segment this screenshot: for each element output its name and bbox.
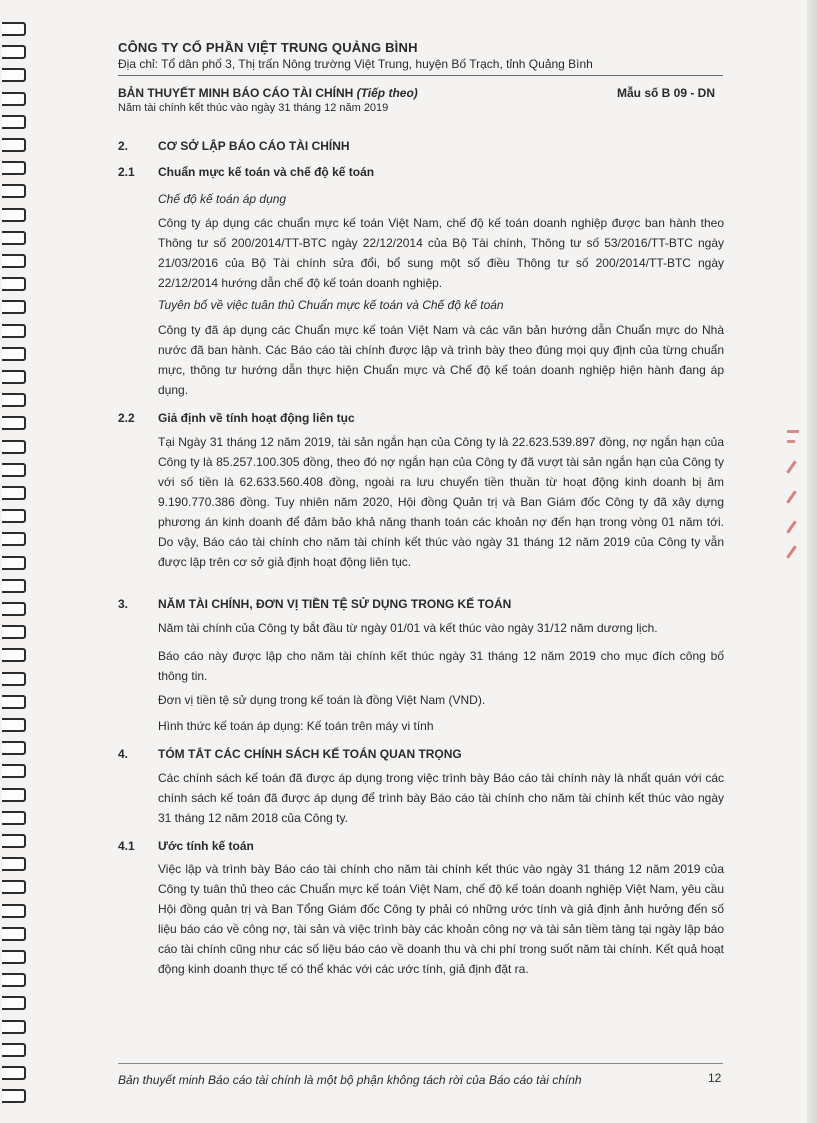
- binding-ring: [2, 509, 26, 523]
- section-2-1-subheading-compliance: Tuyên bố về việc tuân thủ Chuẩn mực kế toán và Chế độ kế toán: [158, 298, 504, 312]
- binding-ring: [2, 602, 26, 616]
- page-edge: [807, 0, 817, 1123]
- binding-ring: [2, 1089, 26, 1103]
- binding-ring: [2, 45, 26, 59]
- binding-ring: [2, 811, 26, 825]
- document-title-continued: (Tiếp theo): [356, 86, 418, 100]
- section-3-report-purpose: Báo cáo này được lập cho năm tài chính kết thúc ngày 31 tháng 12 năm 2019 cho mục đích công bố thông tin.: [158, 649, 724, 683]
- section-2-heading: CƠ SỞ LẬP BÁO CÁO TÀI CHÍNH: [158, 139, 350, 153]
- section-3-heading: NĂM TÀI CHÍNH, ĐƠN VỊ TIỀN TỆ SỬ DỤNG TRONG KẾ TOÁN: [158, 597, 512, 611]
- footer-divider: [118, 1063, 723, 1064]
- form-number: Mẫu số B 09 - DN: [617, 86, 716, 100]
- binding-ring: [2, 463, 26, 477]
- binding-ring: [2, 393, 26, 407]
- company-address: Địa chỉ: Tổ dân phố 3, Thị trấn Nông trường Việt Trung, huyện Bố Trạch, tỉnh Quảng Bình: [118, 57, 593, 71]
- binding-ring: [2, 880, 26, 894]
- section-4-paragraph: Các chính sách kế toán đã được áp dụng trong việc trình bày Báo cáo tài chính này là nhất quán với các chính sách kế toán đã được áp dụng để trình bày Báo cáo tài chính cho năm tài chính kết thúc vào ngày 31 tháng 12 năm 2018 của Công ty.: [158, 771, 724, 825]
- binding-ring: [2, 532, 26, 546]
- binding-ring: [2, 68, 26, 82]
- document-subtitle: Năm tài chính kết thúc vào ngày 31 tháng 12 năm 2019: [118, 102, 389, 114]
- section-2-1-heading: Chuẩn mực kế toán và chế độ kế toán: [158, 165, 375, 179]
- document-title-main: BẢN THUYẾT MINH BÁO CÁO TÀI CHÍNH: [118, 86, 354, 100]
- section-2-1-paragraph-regime: Công ty áp dụng các chuẩn mực kế toán Việt Nam, chế độ kế toán doanh nghiệp được ban hành theo Thông tư số 200/2014/TT-BTC ngày 22/12/2014 của Bộ Tài chính, Thông tư số 53/2016/TT-BTC ngày 21/03/2016 của Bộ Tài chính sửa đổi, bổ sung một số điều Thông tư số 200/2014/TT-BTC ngày 22/12/2014 hướng dẫn chế độ kế toán doanh nghiệp.: [158, 216, 724, 290]
- section-3-currency: Đơn vị tiền tệ sử dụng trong kế toán là đồng Việt Nam (VND).: [158, 693, 486, 707]
- binding-ring: [2, 22, 26, 36]
- section-4-number: 4.: [118, 747, 129, 761]
- binding-ring: [2, 904, 26, 918]
- company-name: CÔNG TY CỔ PHẦN VIỆT TRUNG QUẢNG BÌNH: [118, 40, 418, 55]
- section-2-number: 2.: [118, 139, 129, 153]
- section-2-2-paragraph: Tại Ngày 31 tháng 12 năm 2019, tài sản ngắn hạn của Công ty là 22.623.539.897 đồng, nợ ngắn hạn của Công ty là 85.257.100.305 đồng, theo đó nợ ngắn hạn của Công ty đã vượt tài sản ngắn hạn của Công ty với số tiền là 62.633.560.408 đồng, ngoài ra lưu chuyển tiền thuần từ hoạt động kinh doanh bị âm 9.190.770.386 đồng. Tuy nhiên năm 2020, Hội đồng Quản trị và Ban Giám đốc Công ty đã xây dựng phương án kinh doanh để đảm bảo khả năng thanh toán các khoản nợ đến hạn trong vòng 01 năm tới. Do vậy, Báo cáo tài chính cho năm tài chính kết thúc vào ngày 31 tháng 12 năm 2019 của Công ty vẫn được lập trên cơ sở giả định hoạt động liên tục.: [158, 435, 724, 569]
- binding-ring: [2, 161, 26, 175]
- section-3-accounting-form: Hình thức kế toán áp dụng: Kế toán trên máy vi tính: [158, 719, 434, 733]
- binding-ring: [2, 370, 26, 384]
- binding-ring: [2, 277, 26, 291]
- binding-ring: [2, 324, 26, 338]
- section-4-heading: TÓM TẮT CÁC CHÍNH SÁCH KẾ TOÁN QUAN TRỌNG: [158, 747, 462, 761]
- binding-ring: [2, 184, 26, 198]
- header-divider: [118, 75, 723, 76]
- binding-ring: [2, 1043, 26, 1057]
- binding-ring: [2, 764, 26, 778]
- section-4-1-number: 4.1: [118, 839, 135, 853]
- section-2-1-number: 2.1: [118, 165, 135, 179]
- section-3-fiscal-year: Năm tài chính của Công ty bắt đầu từ ngày 01/01 và kết thúc vào ngày 31/12 năm dương lịch.: [158, 621, 658, 635]
- binding-ring: [2, 834, 26, 848]
- binding-ring: [2, 416, 26, 430]
- section-2-1-subheading-regime: Chế độ kế toán áp dụng: [158, 192, 287, 206]
- section-2-1-paragraph-compliance: Công ty đã áp dụng các Chuẩn mực kế toán Việt Nam và các văn bản hướng dẫn Chuẩn mực do Nhà nước đã ban hành. Các Báo cáo tài chính được lập và trình bày theo đúng mọi quy định của từng chuẩn mực, thông tư hướng dẫn thực hiện Chuẩn mực và Chế độ kế toán doanh nghiệp hiện hành đang áp dụng.: [158, 323, 724, 397]
- section-2-2-number: 2.2: [118, 411, 135, 425]
- binding-ring: [2, 648, 26, 662]
- section-4-1-heading: Ước tính kế toán: [158, 839, 254, 853]
- binding-ring: [2, 625, 26, 639]
- binding-ring: [2, 973, 26, 987]
- page-number: 12: [708, 1071, 722, 1085]
- binding-ring: [2, 1020, 26, 1034]
- binding-ring: [2, 92, 26, 106]
- binding-ring: [2, 741, 26, 755]
- binding-ring: [2, 115, 26, 129]
- binding-ring: [2, 300, 26, 314]
- binding-ring: [2, 695, 26, 709]
- binding-ring: [2, 1066, 26, 1080]
- binding-ring: [2, 950, 26, 964]
- binding-ring: [2, 996, 26, 1010]
- binding-ring: [2, 718, 26, 732]
- binding-ring: [2, 347, 26, 361]
- binding-ring: [2, 579, 26, 593]
- document-title: [118, 86, 418, 100]
- binding-ring: [2, 788, 26, 802]
- binding-ring: [2, 486, 26, 500]
- section-2-2-heading: Giả định về tính hoạt động liên tục: [158, 411, 355, 425]
- binding-ring: [2, 672, 26, 686]
- binding-ring: [2, 927, 26, 941]
- binding-ring: [2, 857, 26, 871]
- binding-ring: [2, 231, 26, 245]
- binding-ring: [2, 208, 26, 222]
- binding-ring: [2, 556, 26, 570]
- section-3-number: 3.: [118, 597, 129, 611]
- section-4-1-paragraph: Việc lập và trình bày Báo cáo tài chính cho năm tài chính kết thúc vào ngày 31 tháng 12 năm 2019 của Công ty tuân thủ theo các Chuẩn mực kế toán Việt Nam, chế độ kế toán doanh nghiệp Việt Nam, yêu cầu Hội đồng quản trị và Ban Tổng Giám đốc Công ty phải có những ước tính và giả định ảnh hưởng đến số liệu báo cáo về công nợ, tài sản và việc trình bày các khoản công nợ và tài sản tiềm tàng tại ngày lập báo cáo tài chính cũng như các số liệu báo cáo về doanh thu và chi phí trong suốt năm tài chính. Kết quả hoạt động kinh doanh thực tế có thể khác với các ước tính, giả định đặt ra.: [158, 862, 724, 976]
- footer-note: Bản thuyết minh Báo cáo tài chính là một bộ phận không tách rời của Báo cáo tài chính: [118, 1073, 582, 1087]
- binding-ring: [2, 440, 26, 454]
- spiral-binding: [0, 0, 32, 1123]
- binding-ring: [2, 254, 26, 268]
- binding-ring: [2, 138, 26, 152]
